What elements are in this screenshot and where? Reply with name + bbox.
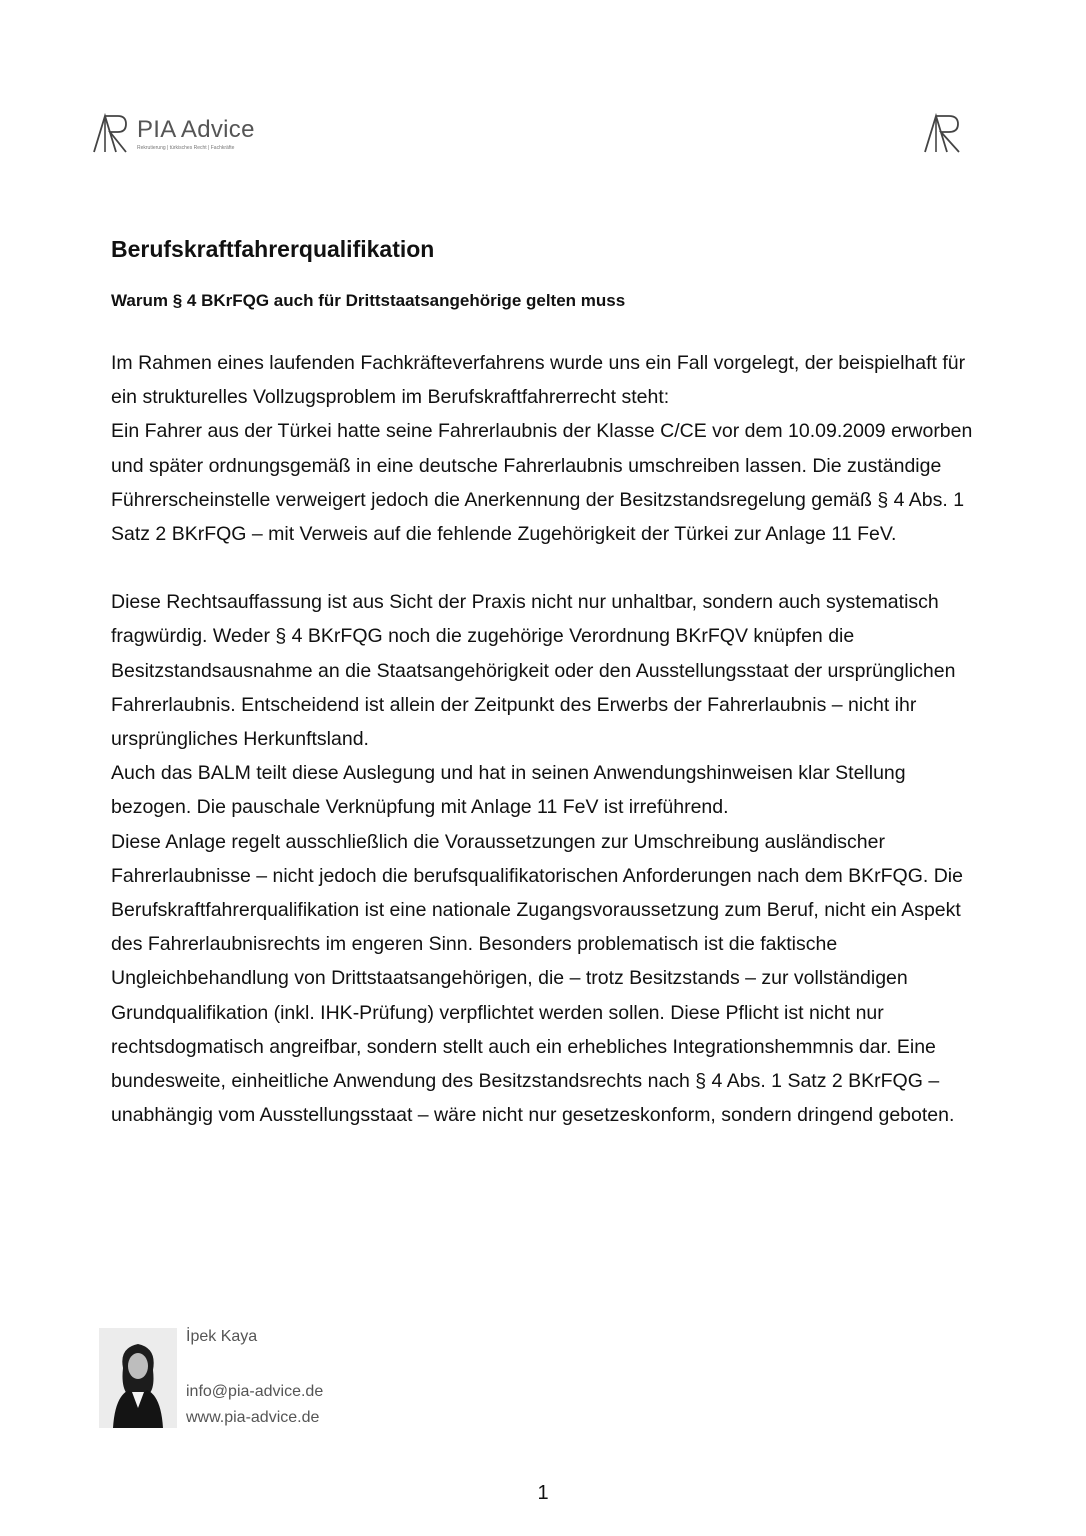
author-email[interactable]: info@pia-advice.de <box>186 1383 324 1400</box>
document-subtitle: Warum § 4 BKrFQG auch für Drittstaatsangehörige gelten muss <box>111 291 626 310</box>
brand-tagline: Rekrutierung | türkisches Recht | Fachkräfte <box>137 145 235 151</box>
page-number: 1 <box>537 1482 549 1504</box>
author-photo <box>99 1328 177 1428</box>
brand-name: PIA Advice <box>137 116 255 143</box>
document-body <box>111 346 991 1132</box>
author-website[interactable]: www.pia-advice.de <box>186 1409 320 1426</box>
paragraph: Auch das BALM teilt diese Auslegung und hat in seinen Anwendungshinweisen klar Stellung bezogen. Die pauschale Verknüpfung mit Anlage 11 FeV ist irreführend. <box>111 762 906 819</box>
header-logo <box>92 112 292 156</box>
paragraph: Diese Rechtsauffassung ist aus Sicht der Praxis nicht nur unhaltbar, sondern auch systematisch fragwürdig. Weder § 4 BKrFQG noch die zugehörige Verordnung BKrFQV knüpfen die Besitzstandsausnahme an die Staatsangehörigkeit oder den Ausstellungsstaat der ursprünglichen Fahrerlaubnis. Entscheidend ist allein der Zeitpunkt des Erwerbs der Fahrerlaubnis – nicht ihr ursprüngliches Herkunftsland. <box>111 591 956 751</box>
pia-logo-icon <box>92 112 130 156</box>
paragraph: Im Rahmen eines laufenden Fachkräfteverfahrens wurde uns ein Fall vorgelegt, der beispielhaft für ein strukturelles Vollzugsproblem im Berufskraftfahrerrecht steht: <box>111 352 966 409</box>
document-title: Berufskraftfahrerqualifikation <box>111 236 435 262</box>
person-icon <box>99 1328 177 1428</box>
paragraph: Ein Fahrer aus der Türkei hatte seine Fahrerlaubnis der Klasse C/CE vor dem 10.09.2009 erworben und später ordnungsgemäß in eine deutsche Fahrerlaubnis umschreiben lassen. Die zuständige Führerscheinstelle verweigert jedoch die Anerkennung der Besitzstandsregelung gemäß § 4 Abs. 1 Satz 2 BKrFQG – mit Verweis auf die fehlende Zugehörigkeit der Türkei zur Anlage 11 FeV. <box>111 420 973 546</box>
author-name: İpek Kaya <box>186 1328 258 1345</box>
paragraph: Diese Anlage regelt ausschließlich die Voraussetzungen zur Umschreibung ausländischer Fahrerlaubnisse – nicht jedoch die berufsqualifikatorischen Anforderungen nach dem BKrFQG. Die Berufskraftfahrerqualifikation ist eine nationale Zugangsvoraussetzung zum Beruf, nicht ein Aspekt des Fahrerlaubnisrechts im engeren Sinn. Besonders problematisch ist die faktische Ungleichbehandlung von Drittstaatsangehörigen, die – trotz Besitzstands – zur vollständigen Grundqualifikation (inkl. IHK-Prüfung) verpflichtet werden sollen. Diese Pflicht ist nicht nur rechtsdogmatisch angreifbar, sondern stellt auch ein erhebliches Integrationshemmnis dar. Eine bundesweite, einheitliche Anwendung des Besitzstandsrechts nach § 4 Abs. 1 Satz 2 BKrFQG – unabhängig vom Ausstellungsstaat – wäre nicht nur gesetzeskonform, sondern dringend geboten. <box>111 830 963 1127</box>
pia-logo-icon-right <box>922 112 964 156</box>
